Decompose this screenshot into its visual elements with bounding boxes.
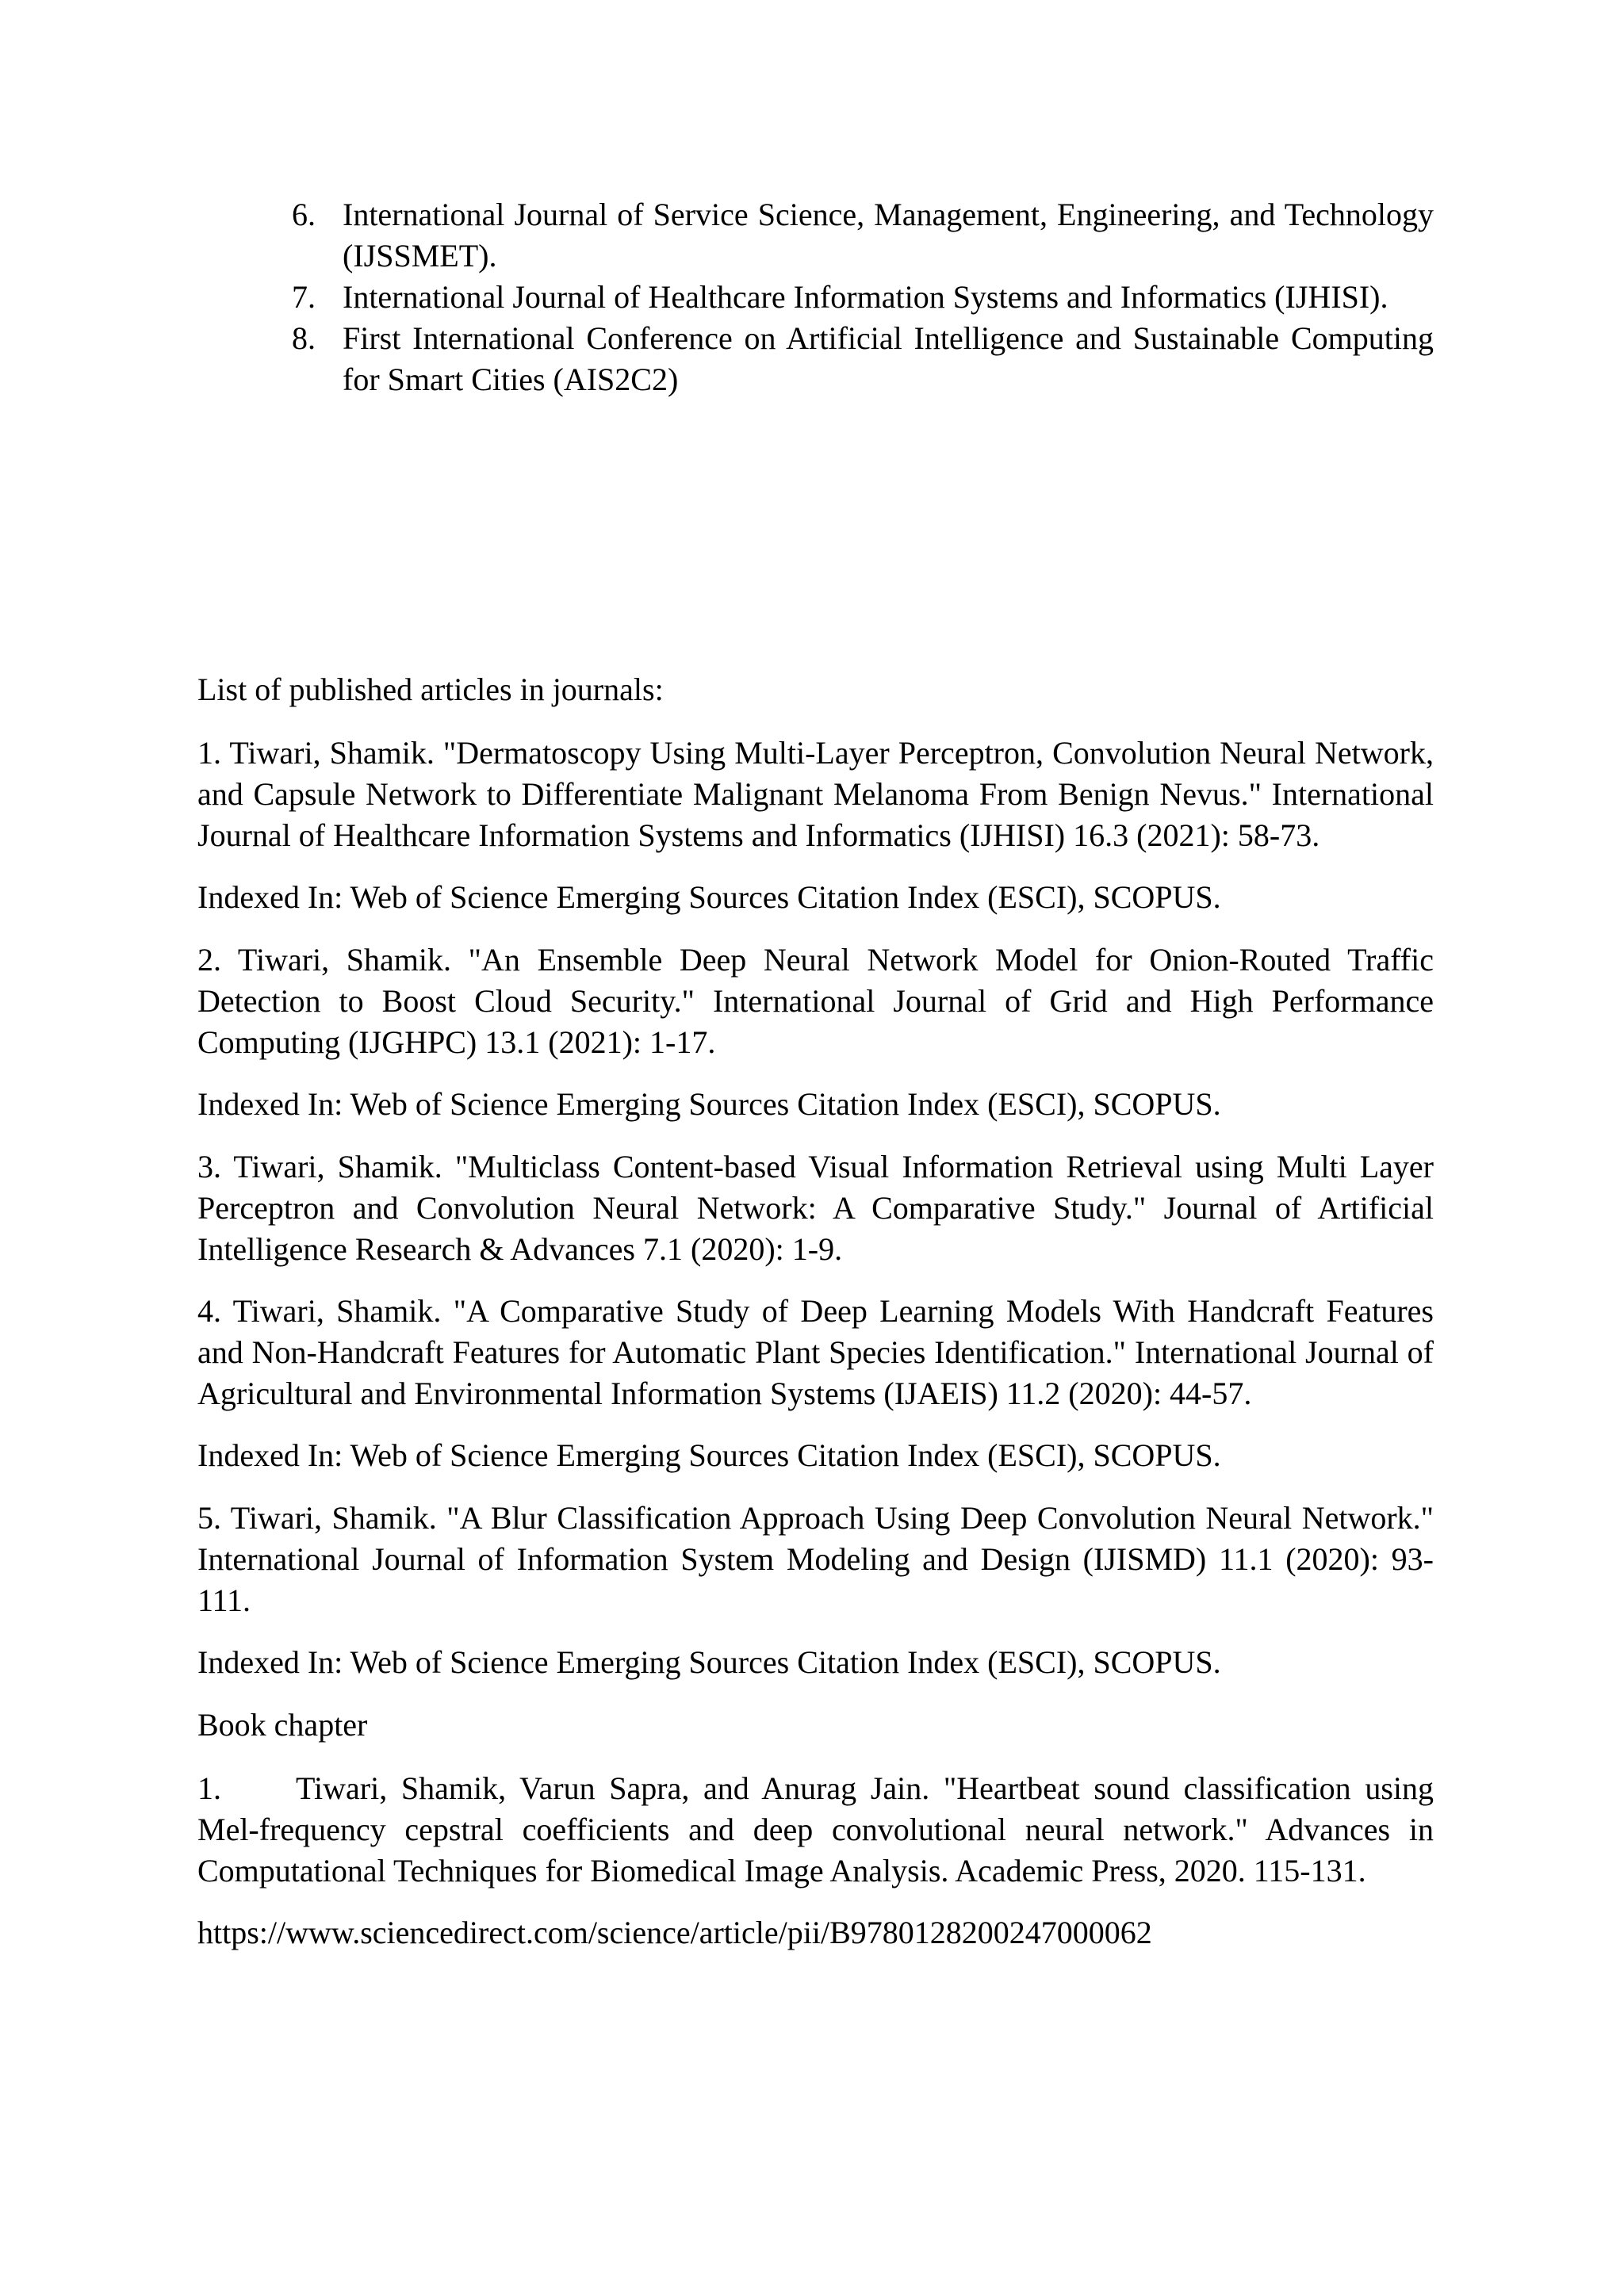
article-entry: 5. Tiwari, Shamik. "A Blur Classification Approach Using Deep Convolution Neural Network." International Journal of Information System Modeling and Design (IJISMD) 11.1 (2020): 93-111. <box>197 1500 1434 1618</box>
articles-heading: List of published articles in journals: <box>197 672 664 707</box>
journal-list <box>292 194 1434 400</box>
publications-section <box>197 669 1434 1974</box>
article-entry: 3. Tiwari, Shamik. "Multiclass Content-based Visual Information Retrieval using Multi Layer Perceptron and Convolution Neural Network: A Comparative Study." Journal of Artificial Intelligence Research & Advances 7.1 (2020): 1-9. <box>197 1149 1434 1267</box>
indexed-note: Indexed In: Web of Science Emerging Sources Citation Index (ESCI), SCOPUS. <box>197 1437 1221 1473</box>
article-entry: 1. Tiwari, Shamik. "Dermatoscopy Using Multi-Layer Perceptron, Convolution Neural Network, and Capsule Network to Differentiate Malignant Melanoma From Benign Nevus." International Journal of Healthcare Information Systems and Informatics (IJHISI) 16.3 (2021): 58-73. <box>197 735 1434 853</box>
article-entry: 4. Tiwari, Shamik. "A Comparative Study of Deep Learning Models With Handcraft Features and Non-Handcraft Features for Automatic Plant Species Identification." International Journal of Agricultural and Environmental Information Systems (IJAEIS) 11.2 (2020): 44-57. <box>197 1293 1434 1411</box>
indexed-note: Indexed In: Web of Science Emerging Sources Citation Index (ESCI), SCOPUS. <box>197 879 1221 915</box>
list-item <box>292 277 1434 318</box>
list-item-number: 8. <box>292 320 316 356</box>
book-chapter-text: Tiwari, Shamik, Varun Sapra, and Anurag Jain. "Heartbeat sound classification using Mel-frequency cepstral coefficients and deep convolutional neural network." Advances in Computational Techniques for Biomedical Image Analysis. Academic Press, 2020. 115-131. <box>197 1770 1434 1888</box>
book-chapter-entry <box>197 1768 1434 1892</box>
list-item-text: International Journal of Service Science, Management, Engineering, and Technology (IJSSMET). <box>343 197 1434 274</box>
indexed-note: Indexed In: Web of Science Emerging Sources Citation Index (ESCI), SCOPUS. <box>197 1086 1221 1122</box>
list-item-number: 6. <box>292 197 316 232</box>
list-item <box>292 318 1434 400</box>
chapter-url-link[interactable]: https://www.sciencedirect.com/science/article/pii/B9780128200247000062 <box>197 1915 1152 1950</box>
indexed-note: Indexed In: Web of Science Emerging Sources Citation Index (ESCI), SCOPUS. <box>197 1644 1221 1680</box>
book-chapter-heading: Book chapter <box>197 1707 368 1743</box>
article-entry: 2. Tiwari, Shamik. "An Ensemble Deep Neural Network Model for Onion-Routed Traffic Detection to Boost Cloud Security." International Journal of Grid and High Performance Computing (IJGHPC) 13.1 (2021): 1-17. <box>197 942 1434 1060</box>
list-item-text: First International Conference on Artificial Intelligence and Sustainable Computing for Smart Cities (AIS2C2) <box>343 320 1434 397</box>
book-chapter-number: 1. <box>197 1770 221 1806</box>
list-item-number: 7. <box>292 279 316 315</box>
list-item-text: International Journal of Healthcare Information Systems and Informatics (IJHISI). <box>343 279 1388 315</box>
list-item <box>292 194 1434 277</box>
